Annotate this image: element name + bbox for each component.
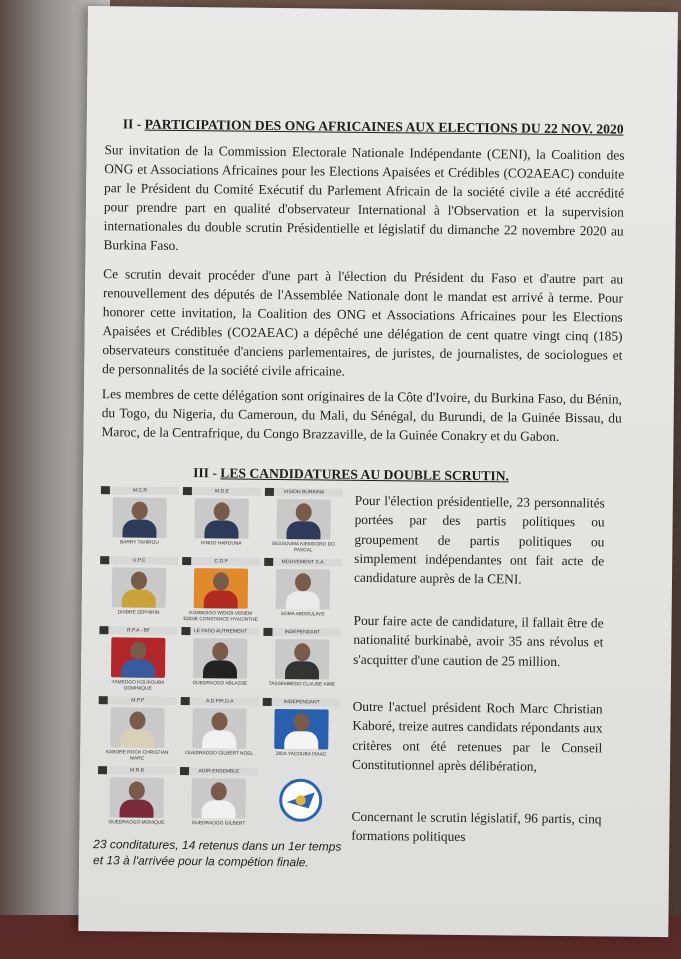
candidate-card [262, 698, 341, 767]
figure-caption: 23 conditatures, 14 retenus dans un 1er temps et 13 à l'arrivée pour la compétion finale. [92, 837, 342, 870]
candidate-name: OUEDRAOGO MONIQUE [108, 820, 165, 826]
candidate-name: OUEDRAOGO GILBERT NOEL [185, 751, 254, 757]
party-label: M.C.R [101, 486, 179, 495]
coalition-logo-icon [261, 768, 340, 829]
candidate-name: BARRY TAHIROU [119, 540, 159, 546]
candidate-card [99, 626, 178, 695]
candidate-card [182, 487, 261, 556]
candidate-photo [110, 777, 164, 818]
candidate-name: DIABRE ZEPHIRIN [117, 610, 160, 616]
candidate-name: KINDO HAROUNA [201, 541, 242, 547]
section-title: LES CANDIDATURES AU DOUBLE SCRUTIN. [220, 465, 510, 484]
side-paragraph-4: Concernant le scrutin législatif, 96 partis, cinq formations politiques [351, 808, 602, 845]
candidate-name: OUEDRAOGO ABLASSE [192, 681, 248, 687]
party-label: R.P.A - BF [99, 626, 177, 635]
party-label: INDEPENDANT [263, 628, 341, 637]
candidate-card [97, 766, 176, 835]
party-label: U.P.C [100, 556, 178, 565]
candidate-card [182, 557, 261, 626]
candidate-photo [192, 778, 246, 819]
candidate-photo [112, 567, 166, 608]
candidate-photo [193, 638, 247, 679]
side-paragraph-3: Outre l'actuel président Roch Marc Christian Kaboré, treize autres candidats répondants aux critères ont été retenues par le Conseil Constitutionnel après délibération, [351, 698, 603, 774]
party-label: M.D.E [183, 487, 261, 496]
candidate-name: KOMBOIGO WENDI-VENEM EDDIE CONSTANCE HYACINTHE [183, 611, 258, 623]
party-label: INDEPENDANT [263, 698, 341, 707]
candidate-card [263, 628, 342, 697]
candidate-name: ZIDA YACOUBA ISAAC [275, 752, 327, 758]
candidate-name: OUEDRAOGO GILBERT [191, 821, 246, 827]
candidate-name: KABORE ROCH CHRISTIAN MARC [105, 750, 169, 762]
section-heading-iii [193, 465, 509, 484]
section-title: PARTICIPATION DES ONG AFRICAINES AUX ELECTIONS DU 22 NOV. 2020 [144, 116, 624, 137]
candidate-card [181, 627, 260, 696]
party-label: LE FASO AUTREMENT [181, 627, 259, 636]
candidate-photo [276, 499, 330, 540]
candidate-card [180, 697, 259, 766]
document-page [78, 6, 678, 937]
side-paragraph-1: Pour l'élection présidentielle, 23 personnalités portées par des partis politiques ou groupement de partis politiques ou simplement indépendantes ont fait acte de candidature auprès de la CENI. [353, 492, 605, 587]
party-label: C.D.P [182, 557, 260, 566]
paragraph-1: Sur invitation de la Commission Electorale Nationale Indépendante (CENI), la Coalition des ONG et Associations Africaines pour les Elections Apaisées et Crédibles (CO2AEAC) conduite par le Président du Comité Exécutif du Parlement Africain de la société civile a été accrédité pour prendre part en qualité d'observateur International à l'Observation et la supervision internationales du double scrutin Présidentielle et législatif du dimanche 22 novembre 2020 au Burkina Faso. [103, 142, 625, 253]
candidate-name: SESSOUMA KIEMDORO DO PASCAL [271, 541, 335, 554]
candidate-photo [112, 497, 166, 538]
paragraph-3: Les membres de cette délégation sont originaires de la Côte d'Ivoire, du Burkina Faso, du Bénin, du Togo, du Nigeria, du Cameroun, du Mali, du Sénégal, du Burundi, de la Guinée Bissau, du Maroc, de la Centrafrique, du Congo Brazzaville, de la Guinée Conakry et du Gabon. [101, 386, 622, 444]
candidates-grid [97, 486, 341, 838]
candidate-card [100, 486, 179, 555]
candidate-card [264, 558, 343, 627]
party-label: M.P.P [99, 696, 177, 705]
party-label: VISION BURKINA [265, 488, 343, 497]
candidate-card [98, 696, 177, 765]
candidate-photo [275, 639, 329, 680]
candidate-name: TASSEMBEDO CLAUDE AIME [268, 681, 336, 688]
candidate-photo [276, 569, 330, 610]
section-number: II - [122, 116, 145, 132]
party-label: M.R.B [98, 766, 176, 775]
candidate-name: YAMEOGO KOUKOUBA DOMINIQUE [111, 680, 165, 692]
candidate-card [264, 488, 343, 557]
candidate-card [100, 556, 179, 625]
candidate-photo [194, 568, 248, 609]
side-paragraph-2: Pour faire acte de candidature, il fallait être de nationalité burkinabè, avoir 35 ans révolus et s'acquitter d'une caution de 25 million. [353, 612, 604, 669]
section-heading-ii [123, 116, 624, 137]
candidate-photo [194, 498, 248, 539]
section-number: III - [193, 465, 221, 481]
paragraph-2: Ce scrutin devait procéder d'une part à l'élection du Président du Faso et d'autre part au renouvellement des députés de l'Assemblée Nationale dont le mandat est arrivé à terme. Pour honorer cette invitation, la Coalition des ONG et Associations Africaines pour les Elections Apaisées et Crédibles (CO2AEAC) a dépêché une délégation de cent quatre vingt cinq (185) observateurs constituée d'anciens parlementaires, de juristes, de journalistes, de sociologues et de personnalités de la société civile africaine. [102, 266, 624, 379]
candidate-photo [274, 709, 328, 750]
candidate-photo [192, 708, 246, 749]
party-label: A.D.F/R.D.A [181, 697, 259, 706]
candidate-photo [110, 707, 164, 748]
candidate-photo [111, 637, 165, 678]
candidate-name: SOMA ABDOULAYE [280, 612, 325, 618]
coalition-logo [261, 768, 340, 837]
party-label: MOUVEMENT S.A. [264, 558, 342, 567]
party-label: AGIR ENSEMBLE [180, 767, 258, 776]
candidate-card [179, 767, 258, 836]
